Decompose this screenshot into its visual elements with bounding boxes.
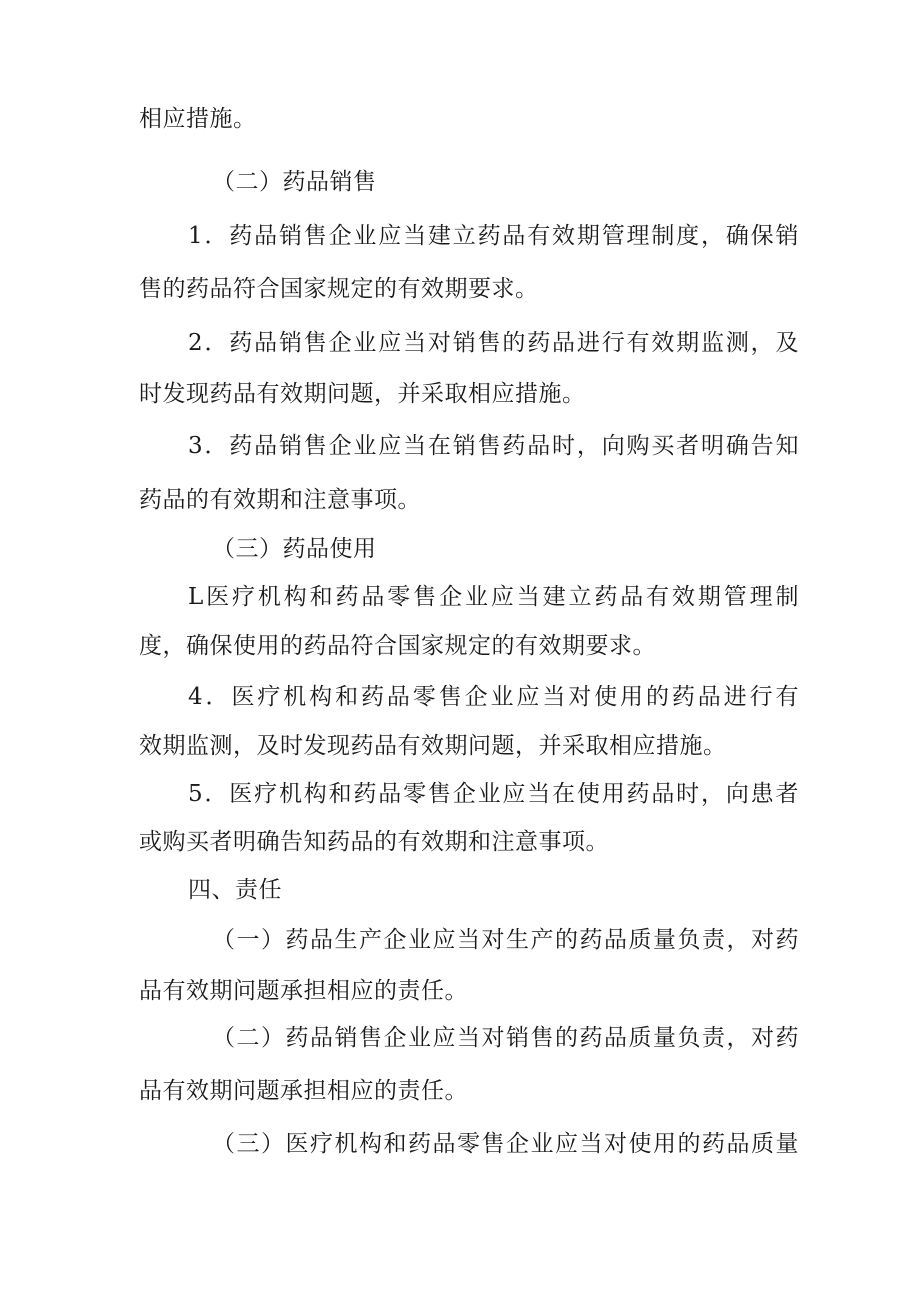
paragraph-line: 5．医疗机构和药品零售企业应当在使用药品时，向患者 <box>188 781 799 807</box>
paragraph-line: 或购买者明确告知药品的有效期和注意事项。 <box>139 829 609 855</box>
section-heading: （二）药品销售 <box>212 169 377 195</box>
paragraph-line: 4．医疗机构和药品零售企业应当对使用的药品进行有 <box>188 684 799 710</box>
paragraph-line: 时发现药品有效期问题，并采取相应措施。 <box>139 381 586 407</box>
paragraph-line: （一）药品生产企业应当对生产的药品质量负责，对药 <box>212 927 799 953</box>
paragraph-line: （二）药品销售企业应当对销售的药品质量负责，对药 <box>212 1025 799 1051</box>
section-heading: （三）药品使用 <box>212 536 377 562</box>
paragraph-line: 售的药品符合国家规定的有效期要求。 <box>139 276 539 302</box>
paragraph-line: 品有效期问题承担相应的责任。 <box>139 978 468 1004</box>
paragraph-line: 效期监测，及时发现药品有效期问题，并采取相应措施。 <box>139 733 727 759</box>
paragraph-line: 品有效期问题承担相应的责任。 <box>139 1078 468 1104</box>
paragraph-line: 相应措施。 <box>139 106 257 132</box>
paragraph-line: 度，确保使用的药品符合国家规定的有效期要求。 <box>139 633 656 659</box>
paragraph-line: 2．药品销售企业应当对销售的药品进行有效期监测，及 <box>188 330 799 356</box>
section-heading: 四、责任 <box>188 877 282 903</box>
paragraph-line: 1．药品销售企业应当建立药品有效期管理制度，确保销 <box>188 223 799 249</box>
paragraph-line: L医疗机构和药品零售企业应当建立药品有效期管理制 <box>188 584 799 610</box>
paragraph-line: 3．药品销售企业应当在销售药品时，向购买者明确告知 <box>188 433 799 459</box>
paragraph-line: 药品的有效期和注意事项。 <box>139 487 421 513</box>
paragraph-line: （三）医疗机构和药品零售企业应当对使用的药品质量 <box>212 1131 799 1157</box>
